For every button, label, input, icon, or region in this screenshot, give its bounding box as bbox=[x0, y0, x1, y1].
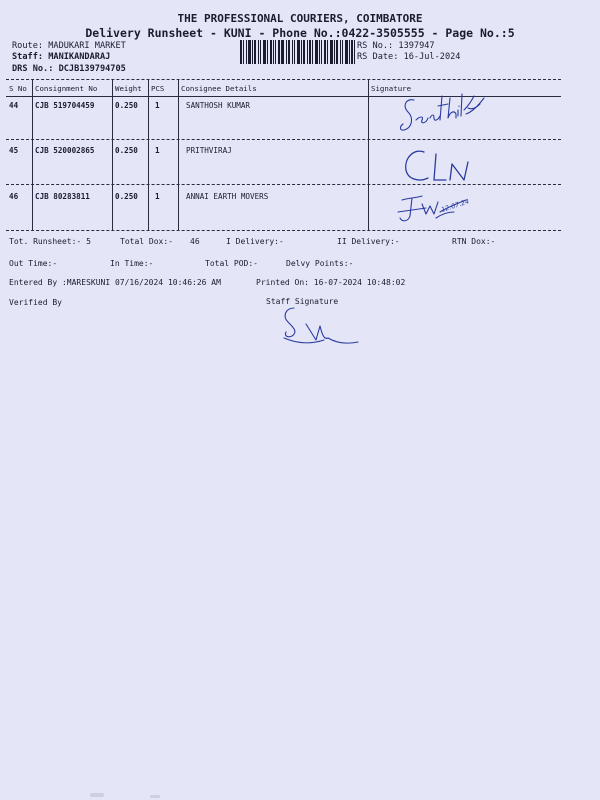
scan-smudge bbox=[90, 793, 104, 797]
col-sep bbox=[112, 80, 113, 230]
svg-text:12.07.24: 12.07.24 bbox=[440, 197, 471, 214]
table-top-rule bbox=[6, 79, 561, 80]
row-sno: 44 bbox=[9, 101, 19, 110]
col-sep bbox=[368, 80, 369, 230]
rs-number: RS No.: 1397947 bbox=[357, 41, 435, 51]
row-consignment: CJB 80283811 bbox=[35, 192, 90, 201]
signature-row45-image bbox=[400, 146, 476, 186]
col-header-signature: Signature bbox=[371, 84, 412, 93]
col-sep bbox=[32, 80, 33, 230]
i-delivery: I Delivery:- bbox=[226, 237, 284, 246]
staff-label: Staff: MANIKANDARAJ bbox=[12, 52, 111, 62]
table-bottom-rule bbox=[6, 230, 561, 231]
col-header-pcs: PCS bbox=[151, 84, 165, 93]
col-header-weight: Weight bbox=[115, 84, 142, 93]
company-name: THE PROFESSIONAL COURIERS, COIMBATORE bbox=[177, 12, 423, 25]
signature-row44-image bbox=[396, 84, 488, 136]
signature-row46-image bbox=[396, 190, 496, 230]
row-sno: 46 bbox=[9, 192, 19, 201]
row-consignment: CJB 520002865 bbox=[35, 146, 95, 155]
col-header-consignee: Consignee Details bbox=[181, 84, 257, 93]
col-sep bbox=[148, 80, 149, 230]
scan-smudge bbox=[150, 795, 160, 798]
delvy-points: Delvy Points:- bbox=[286, 259, 354, 268]
route-label: Route: MADUKARI MARKET bbox=[12, 41, 126, 51]
row-weight: 0.250 bbox=[115, 192, 138, 201]
row-weight: 0.250 bbox=[115, 101, 138, 110]
col-header-consignment: Consignment No bbox=[35, 84, 98, 93]
printed-on: Printed On: 16-07-2024 10:48:02 bbox=[256, 278, 406, 287]
total-pod: Total POD:- bbox=[205, 259, 258, 268]
total-dox-label: Total Dox:- bbox=[120, 237, 173, 246]
in-time: In Time:- bbox=[110, 259, 154, 268]
ii-delivery: II Delivery:- bbox=[337, 237, 400, 246]
row-weight: 0.250 bbox=[115, 146, 138, 155]
row-divider bbox=[6, 184, 561, 185]
row-consignment: CJB 519704459 bbox=[35, 101, 95, 110]
row-sno: 45 bbox=[9, 146, 19, 155]
drs-number: DRS No.: DCJB139794705 bbox=[12, 64, 126, 74]
col-header-sno: S No bbox=[9, 84, 27, 93]
barcode-image bbox=[240, 40, 355, 64]
rs-date: RS Date: 16-Jul-2024 bbox=[357, 52, 461, 62]
runsheet-title: Delivery Runsheet - KUNI - Phone No.:0422-3505555 - Page No.:5 bbox=[85, 26, 515, 40]
row-pcs: 1 bbox=[155, 101, 160, 110]
row-consignee: ANNAI EARTH MOVERS bbox=[186, 192, 269, 201]
staff-signature-label: Staff Signature bbox=[266, 297, 339, 306]
row-consignee: PRITHVIRAJ bbox=[186, 146, 232, 155]
row-divider bbox=[6, 139, 561, 140]
rtn-dox: RTN Dox:- bbox=[452, 237, 496, 246]
row-pcs: 1 bbox=[155, 192, 160, 201]
entered-by: Entered By :MARESKUNI 07/16/2024 10:46:26 AM bbox=[9, 278, 221, 287]
staff-signature-image bbox=[278, 304, 364, 350]
total-dox-value: 46 bbox=[190, 237, 200, 246]
verified-by: Verified By bbox=[9, 298, 62, 307]
row-consignee: SANTHOSH KUMAR bbox=[186, 101, 251, 110]
row-pcs: 1 bbox=[155, 146, 160, 155]
total-runsheet: Tot. Runsheet:- 5 bbox=[9, 237, 91, 246]
col-sep bbox=[178, 80, 179, 230]
out-time: Out Time:- bbox=[9, 259, 58, 268]
